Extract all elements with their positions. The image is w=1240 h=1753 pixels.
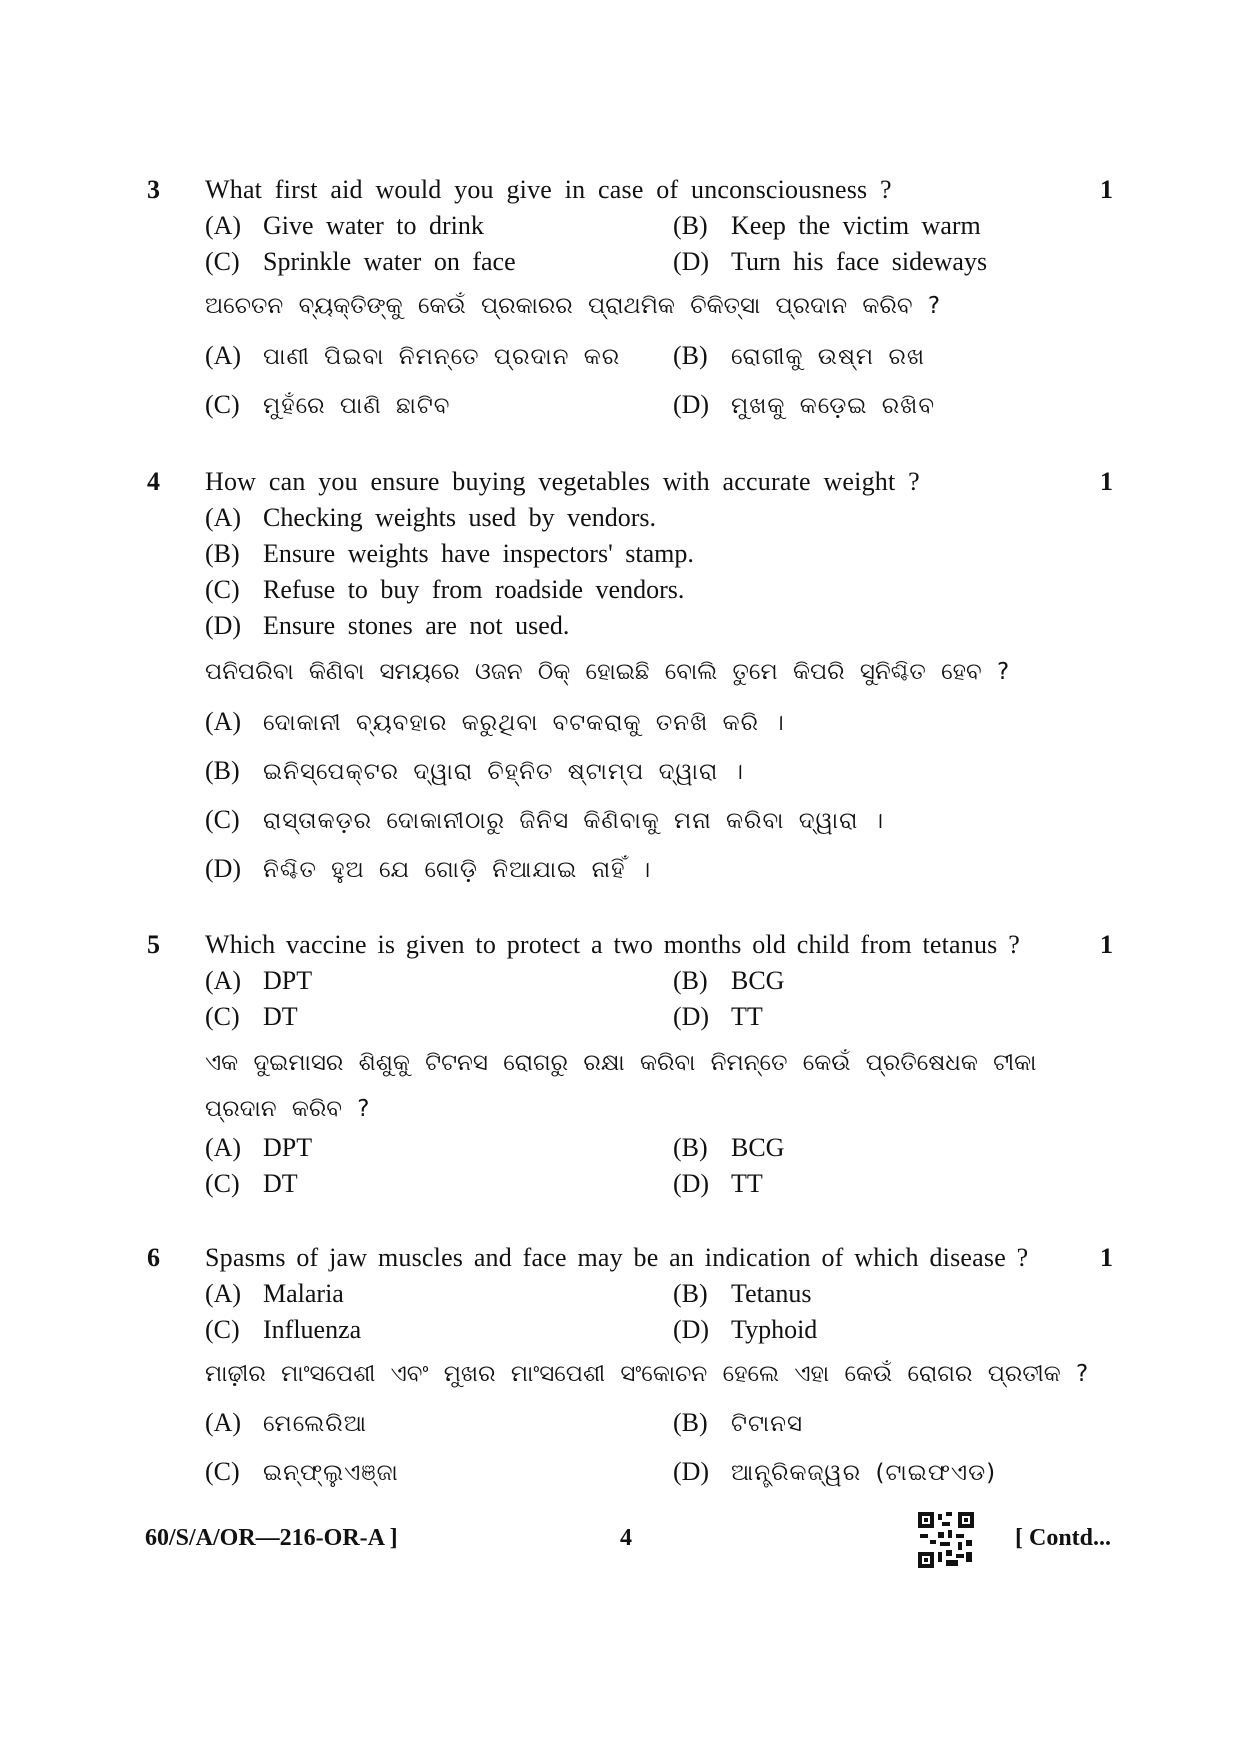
question-number: 5: [147, 930, 160, 959]
page-number: 4: [620, 1525, 632, 1551]
question-text: Spasms of jaw muscles and face may be an indication of which disease ?: [205, 1243, 1029, 1272]
option-a: (A) Malaria: [205, 1279, 344, 1308]
odia-option-d: (D) TT: [673, 1169, 763, 1198]
option-a: (A) Checking weights used by vendors.: [205, 503, 657, 532]
odia-option-c: (C) DT: [205, 1169, 298, 1198]
option-d: (D) Turn his face sideways: [673, 247, 988, 276]
question-number: 3: [147, 175, 160, 204]
odia-option-c: (C) ମୁହଁରେ ପାଣି ଛାଟିବ: [205, 390, 451, 419]
question-text-odia-line-1: ଏକ ଦୁଇମାସର ଶିଶୁକୁ ଟିଟନସ ରୋଗରୁ ରକ୍ଷା କରିବା ନିମନ୍ତେ କେଉଁ ପ୍ରତିଷେଧକ ଟୀକା: [205, 1050, 1037, 1076]
option-a: (A) Give water to drink: [205, 211, 484, 240]
option-d: (D) Ensure stones are not used.: [205, 611, 570, 640]
option-c: (C) Refuse to buy from roadside vendors.: [205, 575, 685, 604]
odia-option-a: (A) DPT: [205, 1133, 313, 1162]
paper-code: 60/S/A/OR—216-OR-A ]: [145, 1525, 398, 1551]
option-d: (D) Typhoid: [673, 1315, 818, 1344]
option-b: (B) Ensure weights have inspectors' stamp.: [205, 539, 694, 568]
odia-option-a: (A) ମେଲେରିଆ: [205, 1408, 367, 1437]
odia-option-a: (A) ଦୋକାନୀ ବ୍ୟବହାର କରୁଥିବା ବଟକରାକୁ ତନଖି କରି ।: [205, 707, 785, 736]
odia-option-d: (D) ମୁଖକୁ କଡ଼େଇ ରଖିବ: [673, 390, 936, 419]
question-text: What first aid would you give in case of unconsciousness ?: [205, 175, 892, 204]
question-number: 6: [147, 1243, 160, 1272]
question-marks: 1: [1100, 930, 1113, 959]
odia-option-b: (B) ଇନିସ୍‌ପେକ୍ଟର ଦ୍ୱାରା ଚିହ୍ନିତ ଷ୍ଟାମ୍ପ ଦ୍ୱାରା ।: [205, 756, 744, 785]
option-a: (A) DPT: [205, 966, 313, 995]
continued-label: [ Contd...: [1015, 1525, 1112, 1551]
question-text: Which vaccine is given to protect a two months old child from tetanus ?: [205, 930, 1020, 959]
odia-option-d: (D) ନିଶ୍ଚିତ ହୁଅ ଯେ ଗୋଡ଼ି ନିଆଯାଇ ନାହିଁ ।: [205, 854, 652, 883]
question-text: How can you ensure buying vegetables with accurate weight ?: [205, 467, 920, 496]
option-c: (C) Sprinkle water on face: [205, 247, 516, 276]
odia-option-a: (A) ପାଣୀ ପିଇବା ନିମନ୍ତେ ପ୍ରଦାନ କର: [205, 341, 621, 370]
odia-option-b: (B) ରୋଗୀକୁ ଉଷ୍ମ ରଖ: [673, 341, 926, 370]
option-b: (B) BCG: [673, 966, 785, 995]
qr-code-icon: [918, 1512, 974, 1568]
odia-option-c: (C) ଇନ୍‌ଫ୍ଲୁଏଞ୍ଜା: [205, 1457, 399, 1486]
question-number: 4: [147, 467, 160, 496]
question-text-odia: ଅଚେତନ ବ୍ୟକ୍ତିଙ୍କୁ କେଉଁ ପ୍ରକାରର ପ୍ରାଥମିକ ଚିକିତ୍ସା ପ୍ରଦାନ କରିବ ?: [205, 293, 941, 319]
option-c: (C) Influenza: [205, 1315, 362, 1344]
option-d: (D) TT: [673, 1002, 763, 1031]
option-b: (B) Tetanus: [673, 1279, 812, 1308]
question-text-odia: ମାଢ଼ୀର ମାଂସପେଶୀ ଏବଂ ମୁଖର ମାଂସପେଶୀ ସଂକୋଚନ ହେଲେ ଏହା କେଉଁ ରୋଗର ପ୍ରତୀକ ?: [205, 1361, 1089, 1387]
question-marks: 1: [1100, 467, 1113, 496]
question-marks: 1: [1100, 175, 1113, 204]
odia-option-b: (B) ଟିଟାନସ: [673, 1408, 803, 1437]
option-c: (C) DT: [205, 1002, 298, 1031]
question-text-odia-line-2: ପ୍ରଦାନ କରିବ ?: [205, 1096, 370, 1122]
question-marks: 1: [1100, 1243, 1113, 1272]
odia-option-c: (C) ରାସ୍ତାକଡ଼ର ଦୋକାନୀଠାରୁ ଜିନିସ କିଣିବାକୁ ମନା କରିବା ଦ୍ୱାରା ।: [205, 805, 885, 834]
option-b: (B) Keep the victim warm: [673, 211, 981, 240]
odia-option-b: (B) BCG: [673, 1133, 785, 1162]
odia-option-d: (D) ଆନ୍ତ୍ରିକଜ୍ୱର (ଟାଇଫଏଡ): [673, 1457, 997, 1486]
question-text-odia: ପନିପରିବା କିଣିବା ସମୟରେ ଓଜନ ଠିକ୍ ହୋଇଛି ବୋଲି ତୁମେ କିପରି ସୁନିଶ୍ଚିତ ହେବ ?: [205, 659, 1010, 685]
